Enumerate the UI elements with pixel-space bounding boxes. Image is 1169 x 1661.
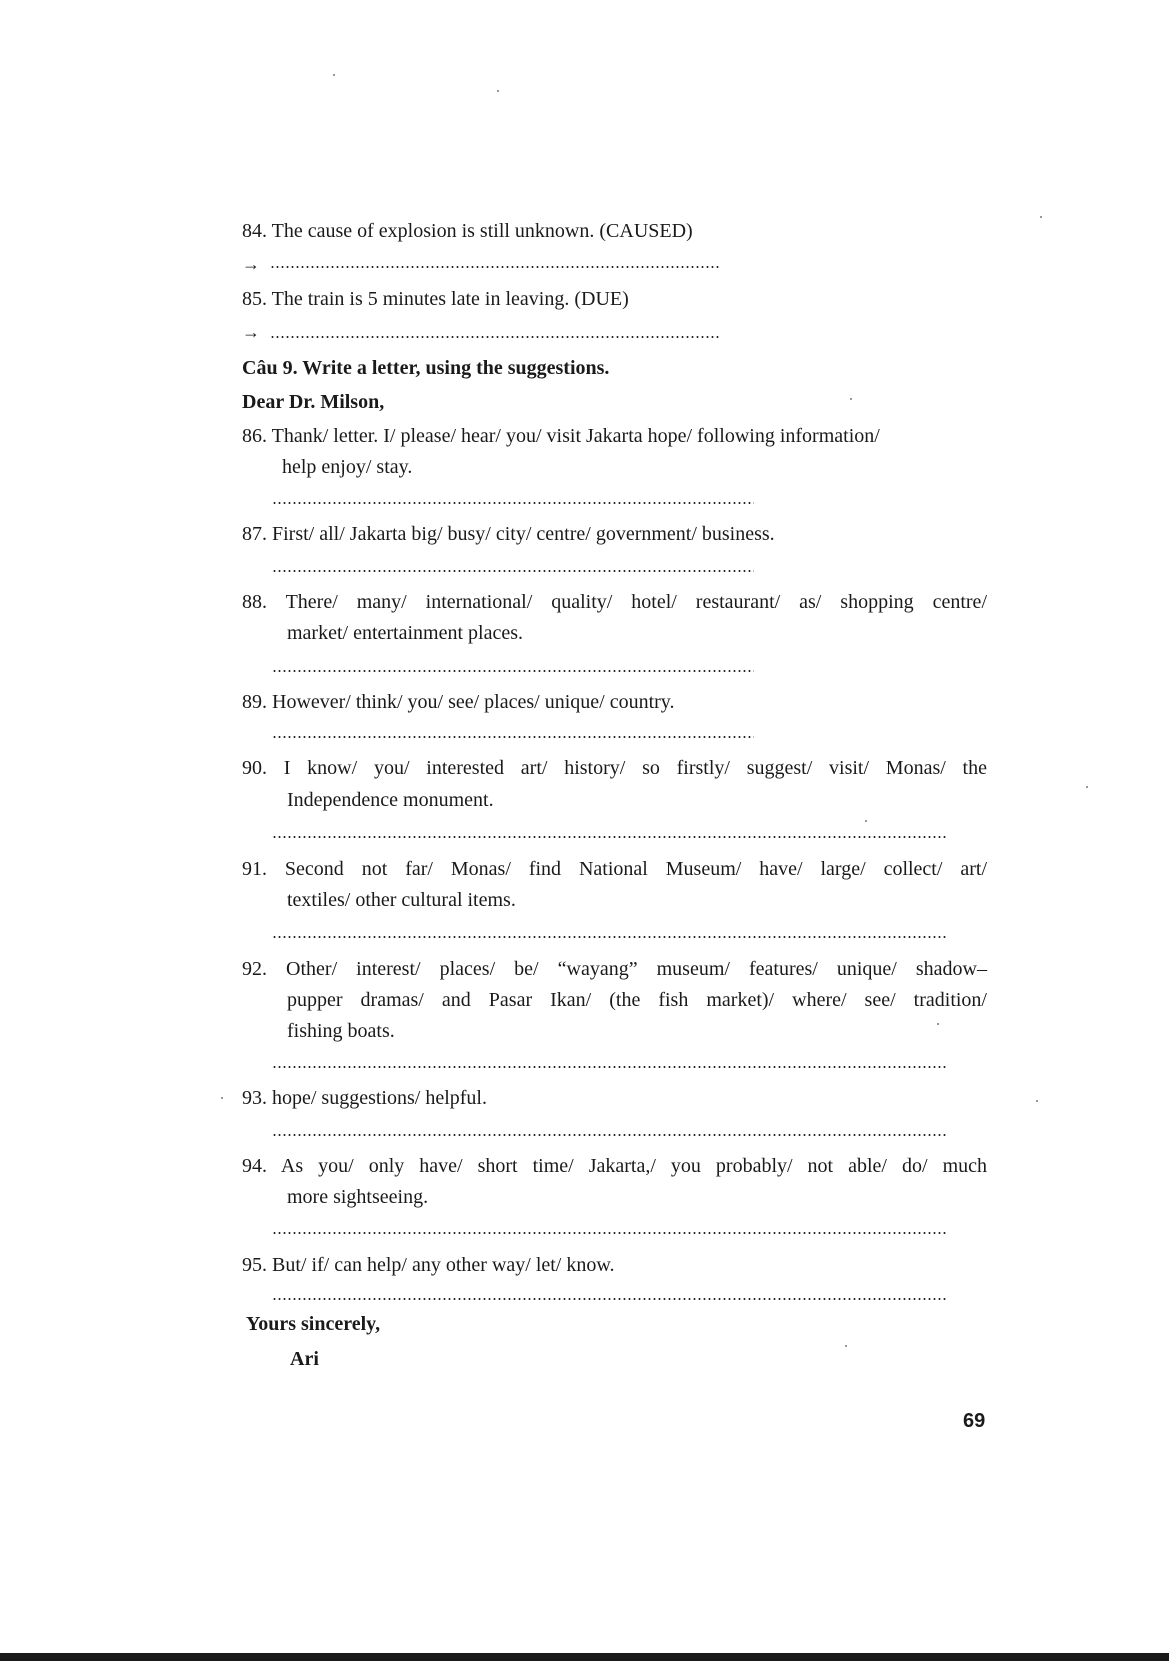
- item-88-line-2: market/ entertainment places.: [287, 622, 524, 644]
- arrow-icon: →: [242, 322, 260, 342]
- item-93: 93. hope/ suggestions/ helpful.: [242, 1087, 487, 1109]
- scan-speck: [850, 398, 852, 400]
- scan-speck: [937, 1023, 939, 1025]
- answer-line-85[interactable]: [270, 336, 720, 338]
- answer-line-94[interactable]: [272, 1232, 947, 1234]
- answer-line-89[interactable]: [272, 736, 754, 738]
- scan-speck: [221, 1097, 223, 1099]
- scan-bottom-edge: [0, 1653, 1169, 1661]
- answer-line-86[interactable]: [272, 502, 754, 504]
- item-91-line-1: 91. Second not far/ Monas/ find National Museum/ have/ large/ collect/ art/: [242, 858, 987, 880]
- letter-signature-name: Ari: [290, 1348, 319, 1370]
- item-90-line-1: 90. I know/ you/ interested art/ history/ so firstly/ suggest/ visit/ Monas/ the: [242, 757, 987, 779]
- item-85: 85. The train is 5 minutes late in leaving. (DUE): [242, 288, 629, 310]
- item-89: 89. However/ think/ you/ see/ places/ unique/ country.: [242, 691, 675, 713]
- answer-line-84[interactable]: [270, 266, 720, 268]
- item-84: 84. The cause of explosion is still unknown. (CAUSED): [242, 220, 693, 242]
- arrow-icon: →: [242, 254, 260, 274]
- letter-salutation: Dear Dr. Milson,: [242, 391, 385, 413]
- answer-line-88[interactable]: [272, 670, 754, 672]
- answer-line-90[interactable]: [272, 836, 947, 838]
- item-86-line-1: 86. Thank/ letter. I/ please/ hear/ you/ visit Jakarta hope/ following information/: [242, 425, 880, 447]
- item-88-line-1: 88. There/ many/ international/ quality/ hotel/ restaurant/ as/ shopping centre/: [242, 591, 987, 613]
- letter-signoff: Yours sincerely,: [246, 1313, 381, 1335]
- scan-speck: [1040, 216, 1042, 218]
- answer-line-87[interactable]: [272, 570, 754, 572]
- answer-line-92[interactable]: [272, 1066, 947, 1068]
- scan-speck: [1086, 786, 1088, 788]
- item-86-line-2: help enjoy/ stay.: [282, 456, 413, 478]
- item-95: 95. But/ if/ can help/ any other way/ let/ know.: [242, 1254, 615, 1276]
- section-heading: Câu 9. Write a letter, using the suggestions.: [242, 357, 610, 379]
- scan-speck: [845, 1345, 847, 1347]
- scan-speck: [1036, 1100, 1038, 1102]
- scan-speck: [497, 90, 499, 92]
- item-92-line-3: fishing boats.: [287, 1020, 395, 1042]
- item-87: 87. First/ all/ Jakarta big/ busy/ city/ centre/ government/ business.: [242, 523, 775, 545]
- item-91-line-2: textiles/ other cultural items.: [287, 889, 516, 911]
- item-94-line-1: 94. As you/ only have/ short time/ Jakarta,/ you probably/ not able/ do/ much: [242, 1155, 987, 1177]
- page-number: 69: [963, 1410, 986, 1432]
- answer-line-95[interactable]: [272, 1298, 947, 1300]
- item-92-line-1: 92. Other/ interest/ places/ be/ “wayang” museum/ features/ unique/ shadow–: [242, 958, 987, 980]
- item-94-line-2: more sightseeing.: [287, 1186, 429, 1208]
- item-90-line-2: Independence monument.: [287, 789, 494, 811]
- item-92-line-2: pupper dramas/ and Pasar Ikan/ (the fish market)/ where/ see/ tradition/: [287, 989, 987, 1011]
- scan-speck: [333, 74, 335, 76]
- answer-line-91[interactable]: [272, 936, 947, 938]
- answer-line-93[interactable]: [272, 1134, 947, 1136]
- scan-speck: [865, 820, 867, 822]
